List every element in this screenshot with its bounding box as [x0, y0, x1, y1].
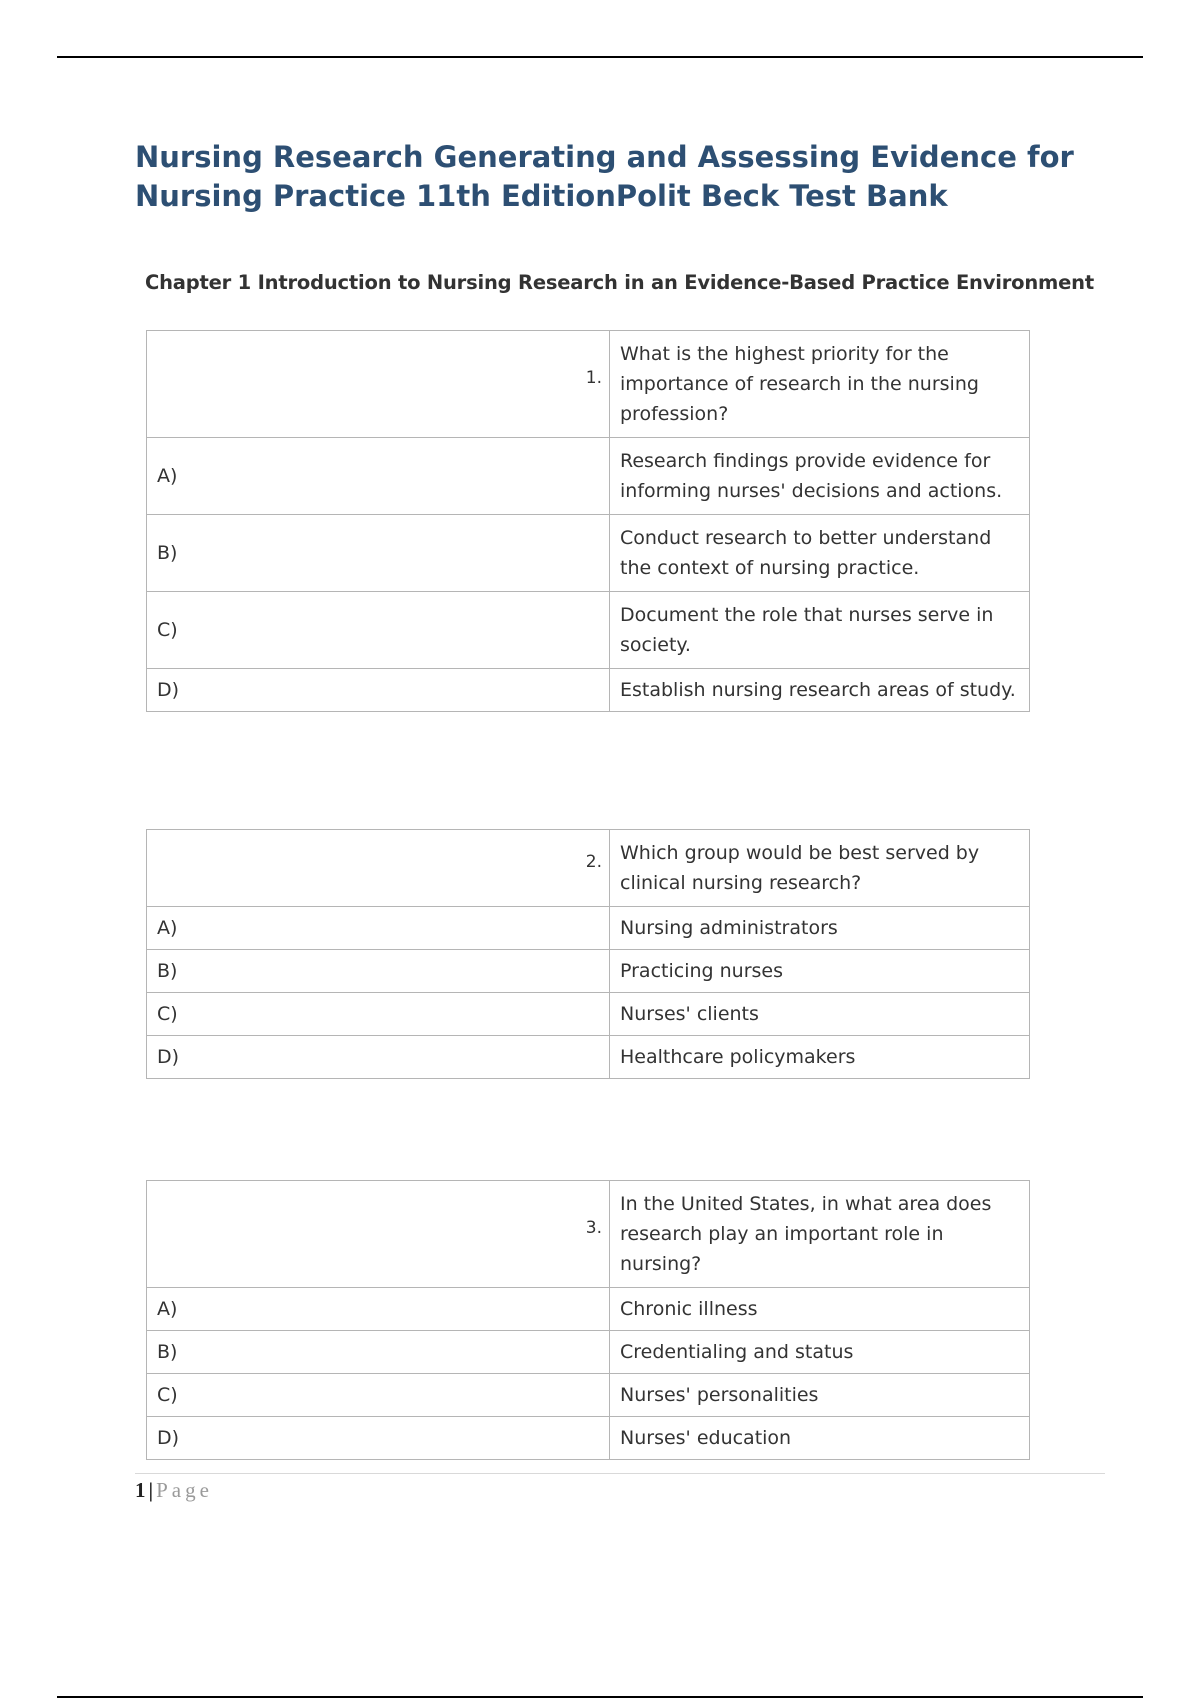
option-text: Chronic illness [610, 1288, 1030, 1331]
option-text: Credentialing and status [610, 1331, 1030, 1374]
option-text: Nurses' education [610, 1417, 1030, 1460]
option-text: Nurses' personalities [610, 1374, 1030, 1417]
option-text: Nursing administrators [610, 907, 1030, 950]
page-label: Page [156, 1478, 213, 1502]
option-row-c [147, 993, 1030, 1036]
option-text: Nurses' clients [610, 993, 1030, 1036]
option-letter: A) [147, 438, 610, 515]
question-table-2 [146, 829, 1030, 1079]
question-table-3 [146, 1180, 1030, 1460]
option-letter: B) [147, 515, 610, 592]
option-letter: D) [147, 669, 610, 712]
option-letter: D) [147, 1036, 610, 1079]
option-row-d [147, 1417, 1030, 1460]
option-letter: A) [147, 1288, 610, 1331]
option-row-a [147, 1288, 1030, 1331]
option-letter: B) [147, 1331, 610, 1374]
option-row-c [147, 1374, 1030, 1417]
question-row [147, 830, 1030, 907]
option-row-b [147, 1331, 1030, 1374]
question-text: What is the highest priority for the importance of research in the nursing profession? [610, 331, 1030, 438]
option-text: Research findings provide evidence for informing nurses' decisions and actions. [610, 438, 1030, 515]
question-number: 3. [147, 1181, 610, 1288]
option-row-b [147, 950, 1030, 993]
question-table-1 [146, 330, 1030, 712]
option-letter: C) [147, 993, 610, 1036]
option-text: Healthcare policymakers [610, 1036, 1030, 1079]
question-number: 2. [147, 830, 610, 907]
bottom-rule [57, 1696, 1143, 1698]
option-letter: A) [147, 907, 610, 950]
option-row-a [147, 907, 1030, 950]
option-text: Document the role that nurses serve in society. [610, 592, 1030, 669]
footer-rule [135, 1473, 1105, 1474]
option-letter: D) [147, 1417, 610, 1460]
option-text: Conduct research to better understand the context of nursing practice. [610, 515, 1030, 592]
chapter-heading: Chapter 1 Introduction to Nursing Research in an Evidence-Based Practice Environment [145, 271, 1094, 294]
option-letter: C) [147, 592, 610, 669]
option-letter: B) [147, 950, 610, 993]
option-row-a [147, 438, 1030, 515]
option-letter: C) [147, 1374, 610, 1417]
option-text: Practicing nurses [610, 950, 1030, 993]
option-row-b [147, 515, 1030, 592]
question-number: 1. [147, 331, 610, 438]
document-title: Nursing Research Generating and Assessing Evidence for Nursing Practice 11th EditionPolit Beck Test Bank [135, 140, 1074, 213]
question-text: In the United States, in what area does research play an important role in nursing? [610, 1181, 1030, 1288]
page-number: 1 [135, 1478, 146, 1502]
question-row [147, 1181, 1030, 1288]
option-row-d [147, 669, 1030, 712]
option-row-c [147, 592, 1030, 669]
question-row [147, 331, 1030, 438]
option-row-d [147, 1036, 1030, 1079]
option-text: Establish nursing research areas of study. [610, 669, 1030, 712]
page-separator: | [148, 1478, 154, 1502]
question-text: Which group would be best served by clinical nursing research? [610, 830, 1030, 907]
page-number-footer [135, 1478, 213, 1503]
top-rule [57, 56, 1143, 58]
